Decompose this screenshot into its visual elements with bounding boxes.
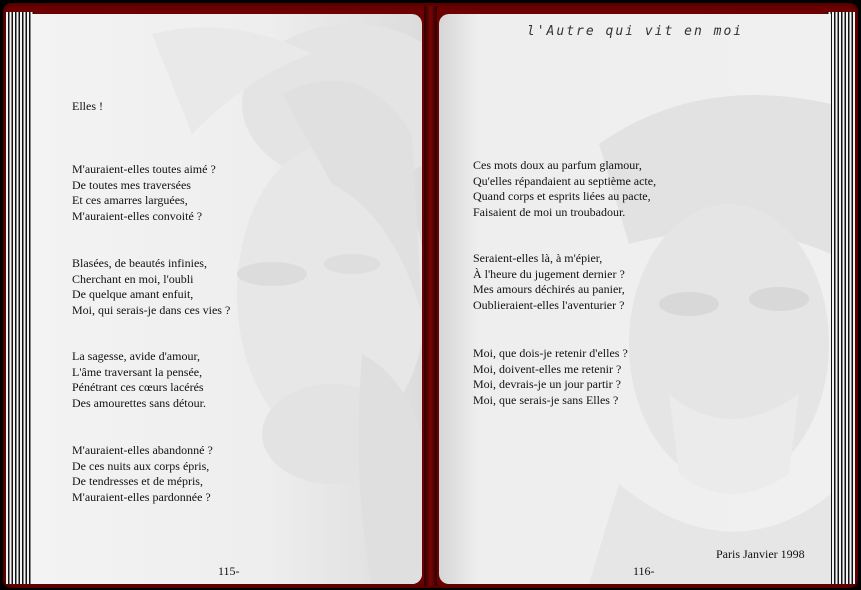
left-poem-line: M'auraient-elles convoité ? [72, 208, 203, 223]
left-poem-line: De quelque amant enfuit, [72, 287, 194, 301]
right-page-edges [827, 12, 855, 584]
poem-title: Elles ! [72, 99, 103, 113]
left-poem-line: Des amourettes sans détour. [72, 395, 206, 410]
right-poem-line: Quand corps et esprits liées au pacte, [473, 189, 651, 203]
signature-date: Paris Janvier 1998 [716, 547, 805, 561]
left-poem-line: De ces nuits aux corps épris, [72, 458, 210, 473]
right-page-text [439, 14, 831, 584]
left-page-text [32, 14, 422, 584]
left-poem-line: Pénétrant ces cœurs lacérés [72, 380, 204, 394]
right-poem-line: Qu'elles répandaient au septième acte, [473, 173, 657, 188]
left-page [32, 14, 422, 584]
right-poem-line: Moi, que serais-je sans Elles ? [473, 392, 619, 407]
right-poem-line: Moi, doivent-elles me retenir ? [473, 361, 622, 376]
left-poem-line: Cherchant en moi, l'oubli [72, 271, 194, 286]
right-poem-line: Ces mots doux au parfum glamour, [473, 158, 642, 172]
page-number-left: 115- [218, 564, 240, 578]
right-poem-line: Faisaient de moi un troubadour. [473, 204, 626, 219]
right-page [439, 14, 831, 584]
left-poem-line: L'âme traversant la pensée, [72, 364, 203, 379]
right-poem-line: À l'heure du jugement dernier ? [473, 266, 625, 281]
left-poem-line: Moi, qui serais-je dans ces vies ? [72, 302, 231, 317]
right-poem-line: Oublieraient-elles l'aventurier ? [473, 297, 625, 312]
left-poem-line: M'auraient-elles toutes aimé ? [72, 162, 216, 176]
left-poem-line: Blasées, de beautés infinies, [72, 256, 207, 270]
left-page-edges [6, 12, 34, 584]
running-title: l'Autre qui vit en moi [526, 24, 744, 39]
left-poem-line: De tendresses et de mépris, [72, 474, 203, 488]
left-poem-line: M'auraient-elles abandonné ? [72, 443, 213, 457]
book-spine [424, 6, 437, 586]
left-poem-line: M'auraient-elles pardonnée ? [72, 489, 211, 504]
left-poem-line: Et ces amarres larguées, [72, 193, 188, 207]
right-poem-line: Moi, que dois-je retenir d'elles ? [473, 346, 628, 360]
right-poem-line: Mes amours déchirés au panier, [473, 282, 625, 296]
page-number-right: 116- [633, 564, 655, 578]
left-poem-line: La sagesse, avide d'amour, [72, 349, 200, 363]
left-poem-line: De toutes mes traversées [72, 177, 191, 192]
right-poem-line: Moi, devrais-je un jour partir ? [473, 377, 621, 391]
right-poem-line: Seraient-elles là, à m'épier, [473, 251, 603, 265]
